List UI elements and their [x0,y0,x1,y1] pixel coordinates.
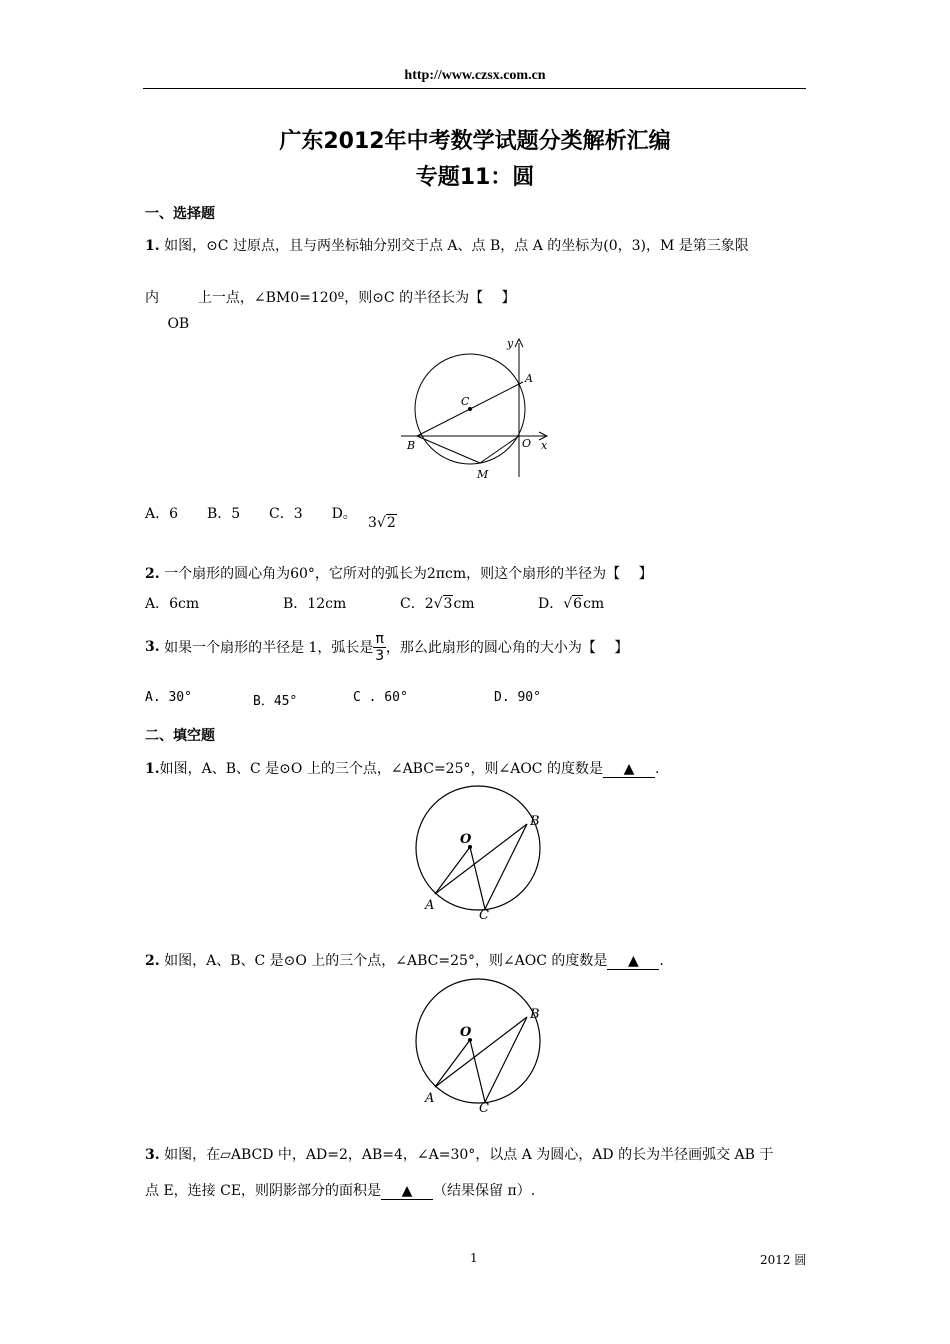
section-multiple-choice: 一、选择题 [145,206,215,222]
q1-line2 [145,287,516,332]
q2-option-d-radicand: 6 [573,596,583,612]
q1-option-d: D。 [331,506,357,522]
q3-fraction [373,631,385,664]
q2-option-c-suffix: cm [453,596,475,612]
q1-label-o: O [522,437,532,450]
f2-label-b: B [530,1007,540,1022]
f1-radius-oc [470,847,485,909]
q2-number: 2. [145,566,160,582]
q3-fraction-num: π [375,630,384,647]
f2-text: 如图，A、B、C 是⊙O 上的三个点，∠ABC=25°，则∠AOC 的度数是 [164,953,608,969]
f1-label-o: O [460,832,472,847]
f2-circle [416,979,540,1103]
q1-chord-bm [417,436,480,463]
q3-fraction-den: 3 [375,647,385,664]
q3-text-a: 如果一个扇形的半径是 1，弧长是 [164,640,374,656]
q1-label-y: y [507,337,514,350]
q1-option-a: A．6 [145,506,179,522]
q2-option-d-suffix: cm [583,596,605,612]
q1-label-x: x [541,439,548,452]
q1-text-b1: 内 [145,290,159,306]
q1-option-d-sqrt: √2 [376,515,396,531]
f1-label-c: C [479,908,489,923]
f2-answer-blank: ▲ [607,953,659,970]
q2-option-c-sqrt: √3 [433,596,453,612]
q3-option-b: B．45° [253,694,298,709]
f3-text-b2: （结果保留 π）. [433,1183,536,1199]
f3-answer-blank: ▲ [381,1183,433,1200]
q2-option-c-radicand: 3 [443,596,453,612]
q2-option-d-prefix: D． [538,596,564,612]
f3-text-a: 如图，在▱ABCD 中，AD=2，AB=4，∠A=30°，以点 A 为圆心，AD 的长为半径画弧交 AB 于 [164,1147,774,1163]
q3-line [145,629,628,665]
f3-text-b1: 点 E，连接 CE，则阴影部分的面积是 [145,1183,382,1199]
header-url: http://www.czsx.com.cn [404,68,546,83]
f2-number: 2. [145,953,160,969]
q1-arc-label: OB [167,316,190,332]
q1-option-d-radicand: 2 [386,515,396,531]
f3-line2 [145,1180,535,1200]
q1-label-m: M [477,468,489,481]
q1-number: 1. [145,238,160,254]
q1-option-c: C．3 [269,506,303,522]
q2-option-a: A．6cm [145,596,200,612]
f1-figure [405,785,555,925]
q2-option-d-sqrt: √6 [563,596,583,612]
q3-text-b: ，那么此扇形的圆心角的大小为【 】 [385,640,629,656]
q2-option-c [400,593,475,613]
f1-label-b: B [530,814,540,829]
q1-label-c: C [461,395,470,408]
f1-number: 1. [145,761,160,777]
q1-chord-mo [480,436,519,463]
q3-option-c: C . 60° [353,690,408,705]
f1-answer-blank: ▲ [603,761,655,778]
q2-option-c-prefix: C．2 [400,596,434,612]
q1-label-a: A [525,372,533,385]
f1-chord-ab [435,824,527,894]
header-divider [143,88,806,89]
f2-end: . [659,953,664,969]
q1-line1 [145,235,749,255]
q1-text-a: 如图，⊙C 过原点，且与两坐标轴分别交于点 A、点 B，点 A 的坐标为(0，3)，M 是第三象限 [164,238,749,254]
f2-radius-oa [435,1040,470,1087]
f2-label-o: O [460,1025,472,1040]
f2-line [145,950,664,970]
f1-radius-oa [435,847,470,894]
f3-line1 [145,1144,773,1164]
q1-option-d-value [368,515,397,531]
f2-chord-ab [435,1017,527,1087]
f2-radius-oc [470,1040,485,1102]
q2-text: 一个扇形的圆心角为60°，它所对的弧长为2πcm，则这个扇形的半径为【 】 [164,566,653,582]
q2-option-d [538,593,604,613]
q1-figure [395,335,560,485]
q2-line [145,563,653,583]
page-number: 1 [470,1251,478,1265]
f2-figure [405,978,555,1118]
f1-text: 如图，A、B、C 是⊙O 上的三个点，∠ABC=25°，则∠AOC 的度数是 [159,761,603,777]
f2-chord-bc [485,1017,527,1102]
f1-end: . [654,761,660,777]
footer-tag: 2012 圆 [760,1253,807,1267]
f2-label-a: A [425,1091,435,1106]
q1-text-b2: 上一点，∠BM0=120º，则⊙C 的半径长为【 】 [197,290,516,306]
f1-line [145,758,659,778]
q2-option-b: B．12cm [283,596,347,612]
page-title: 广东2012年中考数学试题分类解析汇编 [279,129,671,154]
q1-options [145,503,357,523]
q1-option-b: B．5 [206,506,241,522]
f1-chord-bc [485,824,527,909]
q1-label-b: B [407,439,416,452]
q3-option-a: A. 30° [145,690,192,705]
f2-label-c: C [479,1101,489,1116]
f1-circle [416,786,540,910]
q3-number: 3. [145,639,160,655]
page-subtitle: 专题11：圆 [415,165,535,190]
q1-option-d-coef: 3 [368,515,377,531]
section-fill-blank: 二、填空题 [145,728,215,744]
f1-label-a: A [425,898,435,913]
f3-number: 3. [145,1147,160,1163]
q3-option-d: D. 90° [494,690,541,705]
